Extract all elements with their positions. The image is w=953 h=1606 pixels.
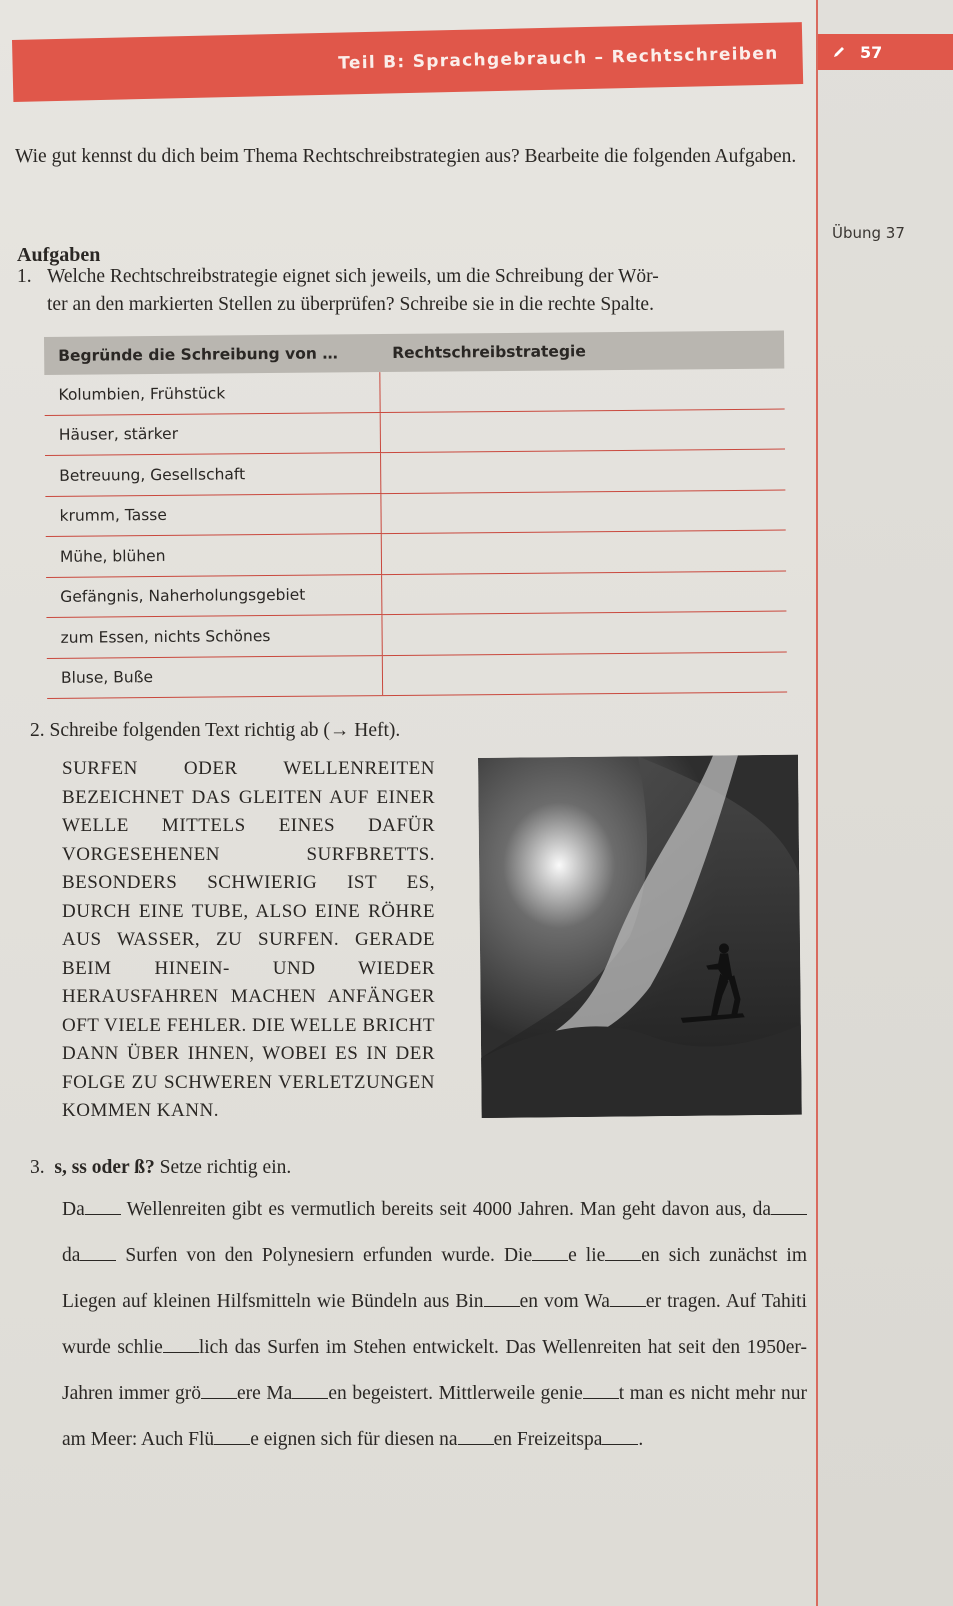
- gap-text-segment: Wellenreiten gibt es vermutlich bereits seit 4000 Jahren. Man geht davon aus, da: [120, 1199, 771, 1220]
- gap-text-segment: en sich zunächst im Liegen auf kleinen Hilfsmitteln wie Bündeln aus Bin: [62, 1245, 807, 1312]
- table-cell-answer[interactable]: [381, 490, 785, 533]
- surfer-photo: [478, 755, 802, 1118]
- task-3-bold: s, ss oder ß?: [54, 1157, 155, 1178]
- exercise-label: Übung 37: [832, 224, 905, 242]
- task-3-rest: Setze richtig ein.: [154, 1157, 292, 1178]
- aufgaben-heading: Aufgaben: [17, 244, 101, 266]
- gap-text-segment: e eignen sich für diesen na: [250, 1429, 458, 1450]
- table-row: [46, 612, 786, 659]
- table-cell-words: Bluse, Buße: [47, 656, 383, 698]
- gap-blank[interactable]: [605, 1244, 641, 1261]
- gap-text-segment: da: [62, 1245, 81, 1266]
- section-title: Teil B: Sprachgebrauch – Rechtschreiben: [338, 43, 779, 74]
- strategy-table: [44, 331, 787, 699]
- table-cell-answer[interactable]: [382, 531, 786, 574]
- table-cell-words: zum Essen, nichts Schönes: [46, 615, 382, 657]
- gap-text-segment: lich das Surfen im Stehen entwickelt. Das Wellenreiten hat seit den 1950er-Jahren immer grö: [62, 1337, 808, 1404]
- gap-blank[interactable]: [163, 1336, 199, 1353]
- gap-blank[interactable]: [771, 1198, 807, 1215]
- table-row: [45, 490, 785, 537]
- task-1: [17, 263, 807, 319]
- intro-text: Wie gut kennst du dich beim Thema Rechtschreibstrategien aus? Bearbeite die folgenden Aufgaben.: [15, 146, 797, 167]
- gap-blank[interactable]: [201, 1382, 237, 1399]
- task-3-instruction: [30, 1157, 291, 1179]
- gap-text-segment: en vom Wa: [519, 1291, 610, 1312]
- gap-blank[interactable]: [80, 1244, 116, 1261]
- margin-rule: [816, 0, 818, 1606]
- gap-blank[interactable]: [292, 1382, 328, 1399]
- task-3-gap-text: [62, 1187, 807, 1463]
- gap-text-segment: t man es nicht mehr nur am Meer: Auch Flü: [62, 1383, 807, 1450]
- gap-text-segment: .: [638, 1429, 644, 1450]
- table-header-left: Begründe die Schreibung von …: [58, 344, 338, 365]
- task-1-text-line2: ter an den markierten Stellen zu überprüfen? Schreibe sie in die rechte Spalte.: [47, 294, 654, 315]
- table-cell-words: Gefängnis, Naherholungsgebiet: [46, 575, 382, 617]
- table-row: [45, 409, 785, 456]
- table-cell-answer[interactable]: [381, 450, 785, 493]
- gap-blank[interactable]: [602, 1428, 638, 1445]
- task-2-instruction: 2. Schreibe folgenden Text richtig ab (→ Heft).: [30, 720, 401, 741]
- gap-text-segment: er tragen. Auf Tahiti wurde schlie: [62, 1291, 807, 1358]
- table-cell-words: Häuser, stärker: [45, 413, 381, 455]
- table-header: [44, 331, 784, 375]
- table-cell-answer[interactable]: [380, 369, 784, 412]
- task-1-text-line1: Welche Rechtschreibstrategie eignet sich jeweils, um die Schreibung der Wör-: [47, 266, 659, 287]
- gap-blank[interactable]: [610, 1290, 646, 1307]
- table-cell-answer[interactable]: [381, 409, 785, 452]
- table-header-right: Rechtschreibstrategie: [392, 342, 586, 362]
- table-cell-words: Mühe, blühen: [46, 534, 382, 576]
- gap-text-segment: ere Ma: [236, 1383, 293, 1404]
- table-cell-answer[interactable]: [382, 571, 786, 614]
- gap-blank[interactable]: [583, 1382, 619, 1399]
- table-cell-words: Betreuung, Gesellschaft: [45, 453, 381, 495]
- gap-text-segment: Da: [62, 1199, 85, 1220]
- table-cell-answer[interactable]: [383, 652, 787, 695]
- table-row: [45, 450, 785, 497]
- gap-blank[interactable]: [85, 1198, 121, 1215]
- gap-text-segment: en begeistert. Mittlerweile genie: [328, 1383, 583, 1404]
- table-row: [46, 531, 786, 578]
- gap-blank[interactable]: [214, 1428, 250, 1445]
- task-3-number: 3.: [30, 1157, 45, 1178]
- gap-text-segment: en Freizeitspa: [493, 1429, 603, 1450]
- table-row: [46, 571, 786, 618]
- gap-text-segment: Surfen von den Polynesiern erfunden wurde. Die: [116, 1245, 533, 1266]
- gap-blank[interactable]: [532, 1244, 568, 1261]
- table-cell-words: krumm, Tasse: [45, 494, 381, 536]
- pencil-icon: [832, 45, 846, 59]
- table-cell-words: Kolumbien, Frühstück: [44, 372, 380, 414]
- page-number-tab: [818, 34, 953, 70]
- gap-blank[interactable]: [484, 1290, 520, 1307]
- page-number: 57: [860, 42, 883, 62]
- task-2-capitals-text: SURFEN ODER WELLENREITEN BEZEICHNET DAS GLEITEN AUF EINER WELLE MITTELS EINES DAFÜR VORGESEHENEN SURFBRETTS. BESONDERS SCHWIERIG IST ES, DURCH EINE TUBE, ALSO EINE RÖHRE AUS WASSER, ZU SURFEN. GERADE BEIM HINEIN- UND WIEDER HERAUSFAHREN MACHEN ANFÄNGER OFT VIELE FEHLER. DIE WELLE BRICHT DANN ÜBER IHNEN, WOBEI ES IN DER FOLGE ZU SCHWEREN VERLETZUNGEN KOMMEN KANN.: [62, 758, 435, 1121]
- task-1-number: 1.: [17, 266, 32, 287]
- table-cell-answer[interactable]: [382, 612, 786, 655]
- gap-blank[interactable]: [458, 1428, 494, 1445]
- table-row: [44, 369, 784, 416]
- table-row: [47, 652, 787, 699]
- gap-text-segment: e lie: [568, 1245, 606, 1266]
